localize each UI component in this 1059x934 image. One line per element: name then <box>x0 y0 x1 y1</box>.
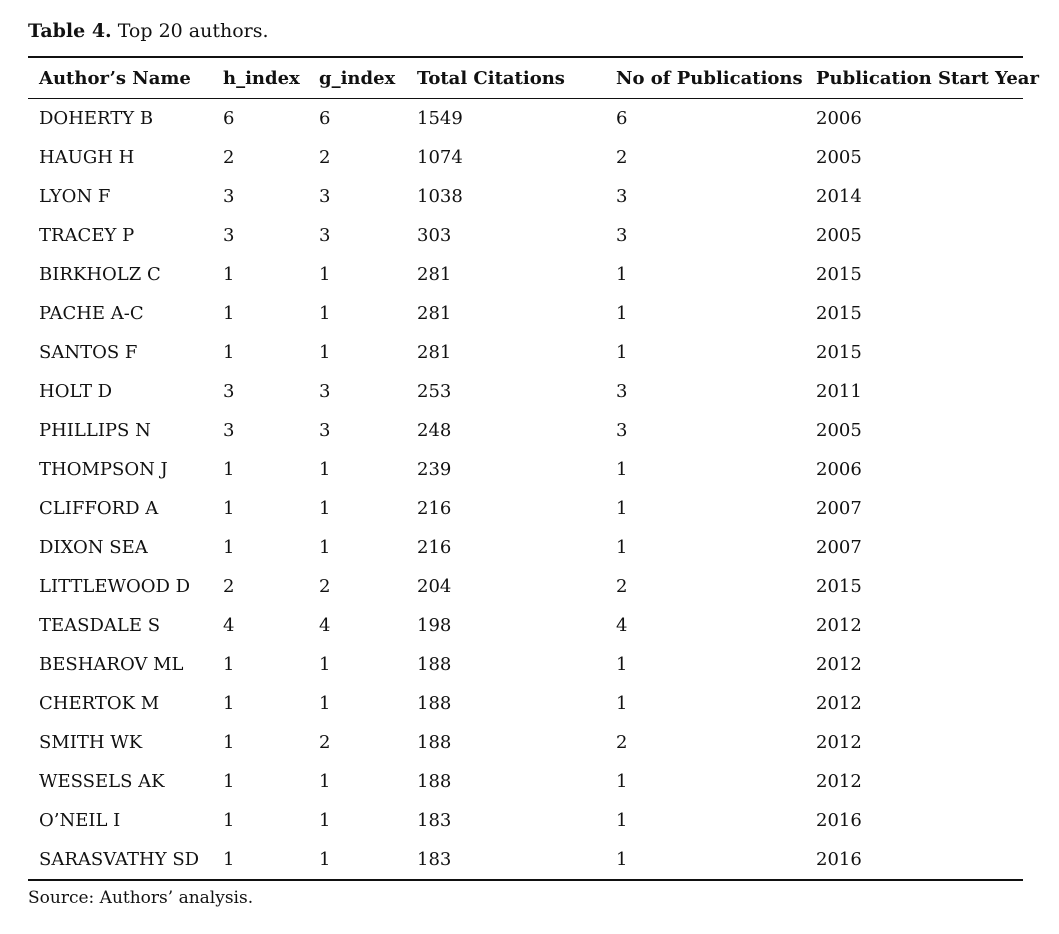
cell-no-of-publications: 1 <box>616 537 628 558</box>
cell-h-index: 1 <box>223 303 235 324</box>
cell-author-name: THOMPSON J <box>39 459 168 480</box>
cell-total-citations: 204 <box>417 576 452 597</box>
cell-publication-start-year: 2006 <box>816 108 862 129</box>
cell-h-index: 3 <box>223 381 235 402</box>
cell-publication-start-year: 2012 <box>816 654 862 675</box>
cell-h-index: 1 <box>223 264 235 285</box>
column-header-h-index: h_index <box>223 67 300 89</box>
cell-publication-start-year: 2011 <box>816 381 862 402</box>
cell-h-index: 3 <box>223 420 235 441</box>
table-row <box>28 294 1023 333</box>
cell-g-index: 1 <box>319 459 331 480</box>
cell-no-of-publications: 1 <box>616 810 628 831</box>
cell-h-index: 1 <box>223 849 235 870</box>
cell-total-citations: 1549 <box>417 108 463 129</box>
cell-total-citations: 188 <box>417 732 452 753</box>
cell-g-index: 1 <box>319 849 331 870</box>
cell-author-name: SARASVATHY SD <box>39 849 200 870</box>
column-header-no-of-publications: No of Publications <box>616 67 803 89</box>
table-row <box>28 723 1023 762</box>
cell-g-index: 3 <box>319 225 331 246</box>
table-body <box>28 99 1023 881</box>
cell-total-citations: 198 <box>417 615 452 636</box>
table-caption-text: Top 20 authors. <box>111 20 269 42</box>
cell-total-citations: 216 <box>417 498 452 519</box>
cell-g-index: 3 <box>319 186 331 207</box>
cell-h-index: 2 <box>223 147 235 168</box>
cell-author-name: BESHAROV ML <box>39 654 184 675</box>
column-header-author-name: Author’s Name <box>39 67 191 89</box>
cell-publication-start-year: 2012 <box>816 732 862 753</box>
cell-total-citations: 248 <box>417 420 452 441</box>
cell-no-of-publications: 1 <box>616 264 628 285</box>
cell-h-index: 1 <box>223 732 235 753</box>
cell-g-index: 2 <box>319 147 331 168</box>
cell-g-index: 1 <box>319 654 331 675</box>
cell-no-of-publications: 1 <box>616 693 628 714</box>
table-row <box>28 606 1023 645</box>
cell-no-of-publications: 1 <box>616 303 628 324</box>
table-row <box>28 762 1023 801</box>
cell-publication-start-year: 2007 <box>816 498 862 519</box>
cell-g-index: 6 <box>319 108 331 129</box>
table-row <box>28 411 1023 450</box>
cell-publication-start-year: 2015 <box>816 303 862 324</box>
cell-g-index: 2 <box>319 732 331 753</box>
cell-author-name: BIRKHOLZ C <box>39 264 161 285</box>
cell-total-citations: 183 <box>417 810 452 831</box>
cell-h-index: 1 <box>223 771 235 792</box>
cell-g-index: 1 <box>319 693 331 714</box>
cell-no-of-publications: 3 <box>616 381 628 402</box>
cell-total-citations: 188 <box>417 693 452 714</box>
cell-author-name: TRACEY P <box>39 225 135 246</box>
cell-h-index: 1 <box>223 810 235 831</box>
cell-total-citations: 1038 <box>417 186 463 207</box>
cell-publication-start-year: 2012 <box>816 693 862 714</box>
cell-no-of-publications: 2 <box>616 147 628 168</box>
cell-total-citations: 183 <box>417 849 452 870</box>
cell-total-citations: 281 <box>417 342 452 363</box>
column-header-total-citations: Total Citations <box>417 67 565 89</box>
cell-author-name: PHILLIPS N <box>39 420 151 441</box>
cell-total-citations: 281 <box>417 264 452 285</box>
cell-g-index: 3 <box>319 381 331 402</box>
cell-total-citations: 188 <box>417 654 452 675</box>
table-row <box>28 333 1023 372</box>
cell-author-name: CHERTOK M <box>39 693 160 714</box>
table-caption <box>28 19 269 43</box>
cell-publication-start-year: 2005 <box>816 147 862 168</box>
cell-g-index: 1 <box>319 303 331 324</box>
table-row <box>28 216 1023 255</box>
table-row <box>28 99 1023 139</box>
cell-publication-start-year: 2016 <box>816 849 862 870</box>
cell-author-name: O’NEIL I <box>39 810 121 831</box>
cell-total-citations: 216 <box>417 537 452 558</box>
cell-h-index: 1 <box>223 654 235 675</box>
cell-author-name: PACHE A-C <box>39 303 144 324</box>
cell-author-name: DIXON SEA <box>39 537 148 558</box>
table-row <box>28 840 1023 880</box>
cell-g-index: 1 <box>319 264 331 285</box>
table-header <box>28 57 1039 99</box>
cell-g-index: 1 <box>319 537 331 558</box>
cell-no-of-publications: 1 <box>616 771 628 792</box>
table-row <box>28 528 1023 567</box>
cell-h-index: 3 <box>223 186 235 207</box>
cell-no-of-publications: 6 <box>616 108 628 129</box>
cell-total-citations: 303 <box>417 225 452 246</box>
cell-publication-start-year: 2016 <box>816 810 862 831</box>
cell-h-index: 1 <box>223 693 235 714</box>
cell-no-of-publications: 1 <box>616 342 628 363</box>
header-row <box>28 57 1023 99</box>
cell-h-index: 3 <box>223 225 235 246</box>
cell-total-citations: 1074 <box>417 147 463 168</box>
table-source-note: Source: Authors’ analysis. <box>28 888 254 908</box>
cell-g-index: 3 <box>319 420 331 441</box>
column-header-g-index: g_index <box>319 67 396 89</box>
cell-publication-start-year: 2005 <box>816 420 862 441</box>
cell-author-name: LITTLEWOOD D <box>39 576 191 597</box>
cell-author-name: DOHERTY B <box>39 108 154 129</box>
authors-table-container <box>28 56 1039 881</box>
cell-publication-start-year: 2012 <box>816 615 862 636</box>
cell-g-index: 1 <box>319 810 331 831</box>
cell-no-of-publications: 4 <box>616 615 628 636</box>
cell-publication-start-year: 2005 <box>816 225 862 246</box>
cell-h-index: 6 <box>223 108 235 129</box>
cell-publication-start-year: 2014 <box>816 186 862 207</box>
cell-no-of-publications: 1 <box>616 849 628 870</box>
authors-table <box>28 56 1039 881</box>
cell-publication-start-year: 2015 <box>816 342 862 363</box>
cell-author-name: LYON F <box>39 186 111 207</box>
cell-author-name: WESSELS AK <box>39 771 165 792</box>
cell-publication-start-year: 2015 <box>816 576 862 597</box>
cell-publication-start-year: 2007 <box>816 537 862 558</box>
cell-no-of-publications: 3 <box>616 186 628 207</box>
cell-h-index: 4 <box>223 615 235 636</box>
cell-author-name: CLIFFORD A <box>39 498 159 519</box>
table-row <box>28 372 1023 411</box>
cell-g-index: 2 <box>319 576 331 597</box>
cell-author-name: SANTOS F <box>39 342 138 363</box>
column-header-publication-start-year: Publication Start Year <box>816 67 1039 89</box>
table-row <box>28 255 1023 294</box>
cell-no-of-publications: 1 <box>616 498 628 519</box>
cell-h-index: 1 <box>223 459 235 480</box>
table-row <box>28 450 1023 489</box>
cell-total-citations: 253 <box>417 381 452 402</box>
table-caption-label: Table 4. <box>28 20 112 42</box>
cell-no-of-publications: 1 <box>616 654 628 675</box>
cell-total-citations: 188 <box>417 771 452 792</box>
cell-no-of-publications: 2 <box>616 732 628 753</box>
cell-no-of-publications: 3 <box>616 225 628 246</box>
cell-g-index: 1 <box>319 771 331 792</box>
cell-g-index: 1 <box>319 498 331 519</box>
table-row <box>28 801 1023 840</box>
cell-author-name: HOLT D <box>39 381 113 402</box>
cell-publication-start-year: 2015 <box>816 264 862 285</box>
cell-g-index: 4 <box>319 615 331 636</box>
table-row <box>28 138 1023 177</box>
table-row <box>28 489 1023 528</box>
cell-publication-start-year: 2012 <box>816 771 862 792</box>
cell-h-index: 2 <box>223 576 235 597</box>
cell-total-citations: 239 <box>417 459 452 480</box>
cell-h-index: 1 <box>223 537 235 558</box>
cell-total-citations: 281 <box>417 303 452 324</box>
cell-no-of-publications: 1 <box>616 459 628 480</box>
cell-h-index: 1 <box>223 342 235 363</box>
table-row <box>28 684 1023 723</box>
cell-no-of-publications: 2 <box>616 576 628 597</box>
cell-g-index: 1 <box>319 342 331 363</box>
cell-no-of-publications: 3 <box>616 420 628 441</box>
table-row <box>28 567 1023 606</box>
table-row <box>28 645 1023 684</box>
cell-author-name: HAUGH H <box>39 147 135 168</box>
cell-publication-start-year: 2006 <box>816 459 862 480</box>
cell-author-name: SMITH WK <box>39 732 143 753</box>
cell-author-name: TEASDALE S <box>39 615 161 636</box>
table-row <box>28 177 1023 216</box>
cell-h-index: 1 <box>223 498 235 519</box>
